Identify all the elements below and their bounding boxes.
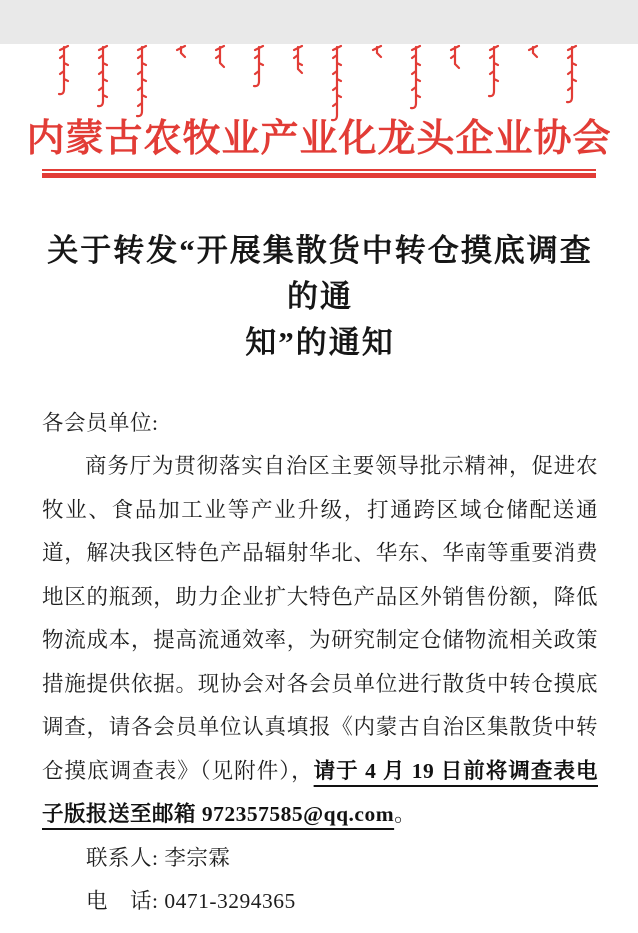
letterhead-double-rule [42,169,596,178]
document-title-line1: 关于转发“开展集散货中转仓摸底调查的通 [47,232,593,314]
mongolian-word-glyph [214,44,230,70]
phone-number: 0471-3294365 [164,889,296,914]
mongolian-word-glyph [292,44,308,76]
document-title [42,228,598,366]
paragraph-end-punctuation: 。 [394,802,417,827]
mongolian-word-glyph [97,44,113,108]
salutation: 各会员单位: [42,410,159,435]
deadline-bold-underline-text: 请于 4 月 19 日前将调查表电子版报送至邮箱 972357585@qq.com [42,758,598,827]
mongolian-word-glyph [371,44,387,60]
mongolian-word-glyph [410,44,426,110]
mongolian-script-row [58,44,582,124]
mongolian-word-glyph [331,44,347,122]
contact-person-line [42,837,598,881]
mongolian-word-glyph [175,44,191,60]
contact-name: 李宗霖 [164,845,231,870]
document-body [42,402,598,924]
mongolian-word-glyph [136,44,152,118]
mongolian-word-glyph [527,44,543,60]
document-title-line2: 知”的通知 [245,324,395,360]
notice-document-page [0,44,638,933]
phone-line [42,880,598,924]
mongolian-word-glyph [566,44,582,104]
contact-label: 联系人: [86,845,165,870]
paragraph-text: 商务厅为贯彻落实自治区主要领导批示精神，促进农牧业、食品加工业等产业升级，打通跨区域仓储配送通道，解决我区特色产品辐射华北、华东、华南等重要消费地区的瓶颈，助力企业扩大特色产品区外销售份额，降低物流成本，提高流通效率，为研究制定仓储物流相关政策措施提供依据。现协会对各会员单位进行散货中转仓摸底调查，请各会员单位认真填报《内蒙古自治区集散货中转仓摸底调查表》（见附件）， [42,454,598,783]
organization-name: 内蒙古农牧业产业化龙头企业协会 [26,118,612,160]
mongolian-word-glyph [488,44,504,98]
mongolian-word-glyph [58,44,74,96]
main-paragraph [42,445,598,837]
mongolian-word-glyph [253,44,269,88]
mongolian-word-glyph [449,44,465,71]
phone-label: 电 话: [86,889,165,914]
